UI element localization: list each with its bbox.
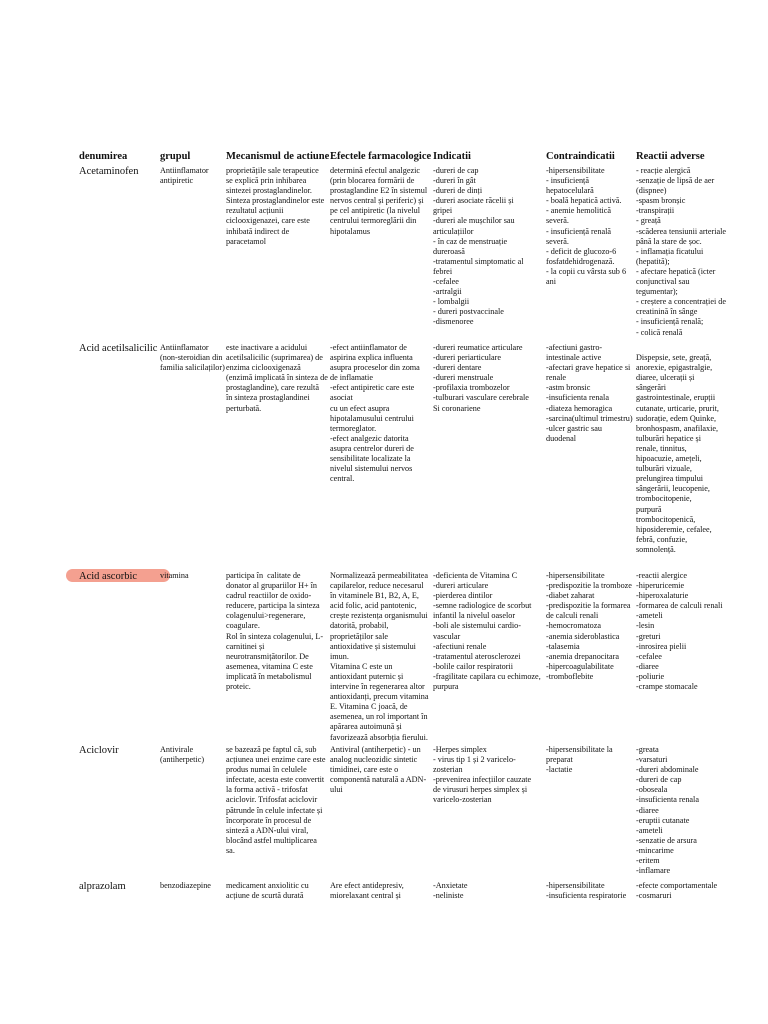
drug-adverse: -greata -varsaturi -dureri abdominale -dureri de cap -oboseala -insuficienta renala -diaree -eruptii cutanate -ameteli -senzatie de arsura -mincarime -eritem -inflamare [636,745,699,876]
drug-effects: Normalizează permeabilitatea capilarelor, reduce necesarul în vitaminele B1, B2, A, E, acid folic, acid pantotenic, crește rezistența organismului datorită, probabil, proprietăților sale antioxidative și sistemului imun. Vitamina C este un antioxidant puternic și intervine în regenerarea altor antioxidanți, precum vitamina E. Vitamina C joacă, de asemenea, un rol important în apărarea autoimună și favorizează absorbția fierului. [330,571,429,742]
drug-contraindications: -hipersensibilitate la preparat -lactatie [546,745,613,775]
header-group: grupul [160,151,191,162]
drug-mechanism: participa în calitate de donator al grupariilor H+ în cadrul reactiilor de oxido- reducere, participa la sinteza colagenului>regenerare, coagulare. Rol în sinteza colagenului, L- carnitinei și neurotransmițătorilor. De asemenea, vitamina C este implicată în metabolismul proteic. [226,571,324,692]
header-contraindications: Contraindicatii [546,151,615,162]
drug-contraindications: -hipersensibilitate - insuficiență hepatocelulară - boală hepatică activă. - anemie hemolitică severă. - insuficiență renală severă. - deficit de glucozo-6 fosfatdehidrogenază. - la copii cu vârsta sub 6 ani [546,166,627,287]
drug-group: benzodiazepine [160,881,211,890]
header-name: denumirea [79,151,128,162]
drug-adverse: - reacție alergică -senzație de lipsă de aer (dispnee) -spasm bronșic -transpirații - greață -scăderea tensiunii arteriale până la stare de șoc. - inflamația ficatului (hepatită); - afectare hepatică (icter conjunctival sau tegumentar); - creștere a concentrației de creatinină în sânge - insuficiență renală; - colică renală [636,166,727,337]
drug-mechanism: se bazează pe faptul că, sub acțiunea unei enzime care este produs numai în celulele infectate, acesta este convertit la forma activă - trifosfat aciclovir. Trifosfat aciclovir pătrunde în celule infectate și încorporate în procesul de sinteză a ADN-ului viral, blocând astfel multiplicarea sa. [226,745,326,855]
drug-contraindications: -hipersensibilitate -insuficienta respiratorie [546,881,627,901]
drug-effects: determină efectul analgezic (prin blocarea formării de prostaglandine E2 în sistemul nervos central și periferic) și pe cel antipiretic (la nivelul centrului termoreglării din hipotalamus [330,166,428,236]
drug-adverse: -efecte comportamentale -cosmaruri [636,881,718,901]
drug-mechanism: proprietățile sale terapeutice se explică prin inhibarea sintezei prostaglandinelor. Sinteza prostaglandinelor este rezultatul acțiunii ciclooxigenazei, care este inhibată indirect de paracetamol [226,166,325,246]
drug-effects: Antiviral (antiherpetic) - un analog nucleozidic sintetic timidinei, care este o componentă naturală a ADN- ului [330,745,427,795]
drug-mechanism: este inactivare a acidului acetilsalicilic (suprimarea) de enzima ciclooxigenază (enzimă implicată în sinteza de prostaglandine), care rezultă în sinteza prostaglandinei perturbată. [226,343,328,413]
drug-indications: -dureri reumatice articulare -dureri periarticulare -dureri dentare -dureri menstruale -profilaxia trombozelor -tulburari vasculare cerebrale Si coronariene [433,343,529,413]
drug-contraindications: -hipersensibilitate -predispozitie la tromboze -diabet zaharat -predispozitie la formarea de calculi renali -hemocromatoza -anemia sideroblastica -talasemia -anemia drepanocitara -hipercoagulabilitate -tromboflebite [546,571,632,681]
drug-effects: Are efect antidepresiv, miorelaxant central și [330,881,404,901]
header-effects: Efectele farmacologice [330,151,432,162]
drug-indications: -Herpes simplex - virus tip 1 și 2 varicelo- zosterian -prevenirea infecțiilor cauzate de virusuri herpes simplex și varicelo-zosterian [433,745,532,805]
drug-mechanism: medicament anxiolitic cu acțiune de scurtă durată [226,881,309,901]
drug-adverse: -reactii alergice -hiperuricemie -hiperoxalaturie -formarea de calculi renali -ameteli -lesin -greturi -inrosirea pielii -cefalee -diaree -poliurie -crampe stomacale [636,571,723,692]
drug-group: Antiinflamator (non-steroidian din familia salicilaților) [160,343,225,373]
drug-indications: -Anxietate -neliniste [433,881,468,901]
drug-name: Aciclovir [79,745,119,756]
header-adverse: Reactii adverse [636,151,705,162]
drug-name: Acid acetilsalicilic [79,343,158,354]
drug-effects: -efect antiinflamator de aspirina explica influenta asupra proceselor din zoma de inflamatie -efect antipiretic care este asociat cu un efect asupra hipotalamusului centrului termoreglator. -efect analgezic datorita asupra centrelor dureri de sensibilitate localizate la nivelul sistemului nervos central. [330,343,420,484]
drug-group: vitamina [160,571,189,580]
drug-name: Acetaminofen [79,166,139,177]
header-mechanism: Mecanismul de actiune [226,151,330,162]
header-indications: Indicatii [433,151,471,162]
drug-group: Antivirale (antiherpetic) [160,745,205,765]
drug-name: Acid ascorbic [79,571,138,582]
drug-group: Antiinflamator antipiretic [160,166,209,186]
drug-adverse: Dispepsie, sete, greață, anorexie, epigastralgie, diaree, ulcerații și sângerări gastrointestinale, erupții cutanate, urticarie, prurit, sudorație, edem Quinke, bronhospasm, anafilaxie, tulburări hepatice și renale, tinnitus, hipoacuzie, amețeli, tulburări vizuale, prelungirea timpului sângerării, leucopenie, trombocitopenie, purpură trombocitopenică, hiposideremie, cefalee, febră, confuzie, somnolență. [636,353,719,554]
drug-contraindications: -afectiuni gastro- intestinale active -afectari grave hepatice si renale -astm bronsic -insuficienta renala -diateza hemoragica -sarcina(ultimul trimestru) -ulcer gastric sau duodenal [546,343,633,443]
drug-indications: -dureri de cap -dureri în gât -dureri de dinți -dureri asociate răcelii și gripei -dureri ale mușchilor sau articulațiilor - în caz de menstruație dureroasă -tratamentul simptomatic al febrei -cefalee -artralgii - lombalgii - dureri postvaccinale -dismenoree [433,166,524,327]
drug-name: alprazolam [79,881,126,892]
drug-indications: -deficienta de Vitamina C -dureri articulare -pierderea dintilor -semne radiologice de scorbut infantil la nivelul oaselor -boli ale sistemului cardio- vascular -afectiuni renale -tratamentul aterosclerozei -bolile cailor respiratorii -fragilitate capilara cu echimoze, purpura [433,571,541,692]
